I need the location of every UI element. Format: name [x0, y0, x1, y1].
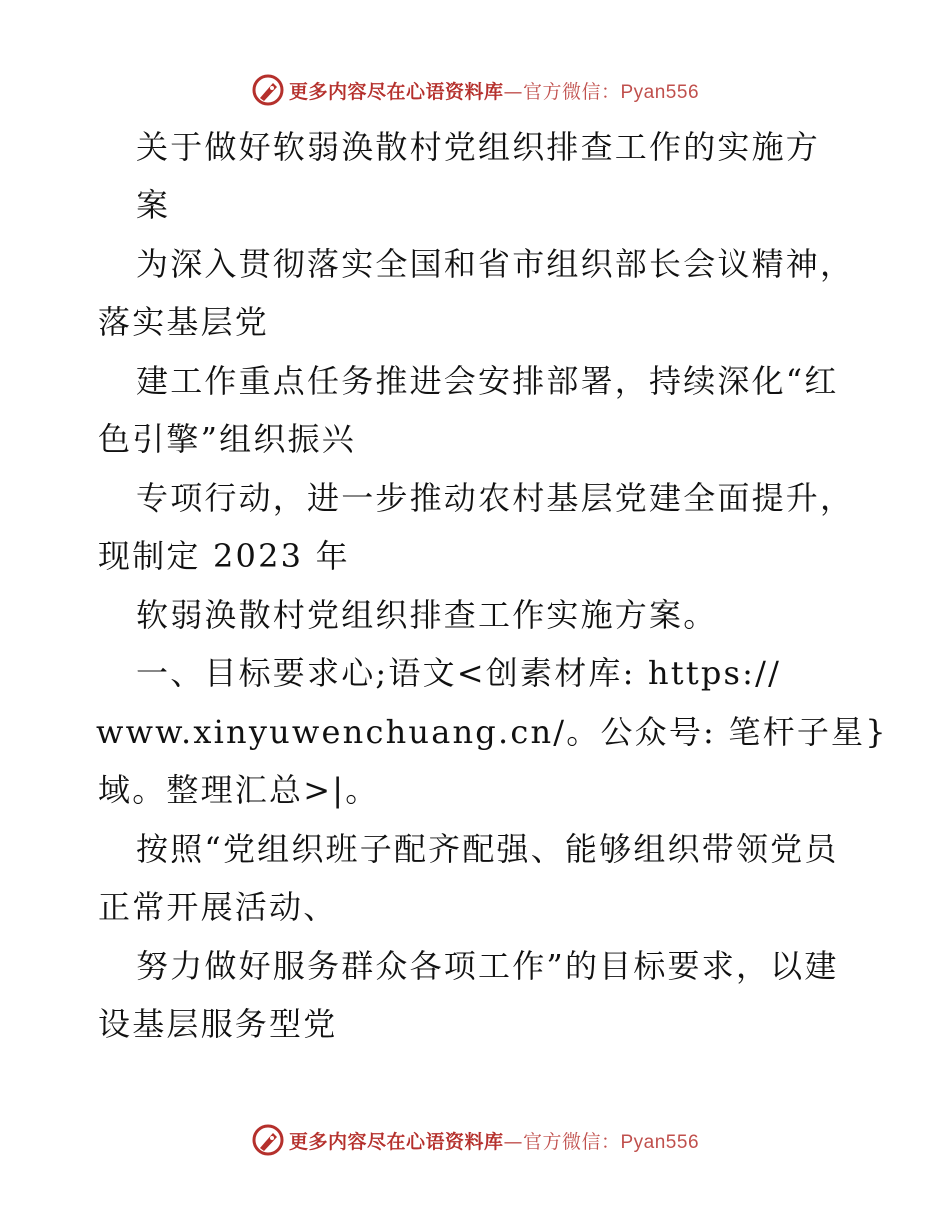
paragraph-line: 为深入贯彻落实全国和省市组织部长会议精神，: [136, 245, 855, 283]
banner-dash: —: [503, 80, 523, 103]
banner-account: Pyan556: [620, 1131, 700, 1153]
paragraph-line: 现制定 2023 年: [98, 537, 350, 575]
footer-banner: [0, 1120, 950, 1160]
paragraph-line: 专项行动，进一步推动农村基层党建全面提升，: [136, 479, 855, 517]
paragraph-line: 落实基层党: [98, 303, 270, 341]
banner-text: [289, 77, 699, 104]
paragraph-line: 设基层服务型党: [98, 1005, 338, 1043]
paragraph-line: 正常开展活动、: [98, 888, 338, 926]
pen-nib-logo-icon: [251, 73, 285, 107]
banner-account: Pyan556: [620, 81, 700, 103]
banner-lead: 更多内容尽在心语资料库: [288, 80, 504, 103]
banner-dash: —: [503, 1130, 523, 1153]
header-banner: [0, 70, 950, 110]
paragraph-line: 软弱涣散村党组织排查工作实施方案。: [136, 596, 718, 634]
banner-wechat-label: 官方微信：: [522, 80, 621, 103]
doc-title-line: 关于做好软弱涣散村党组织排查工作的实施方: [136, 128, 821, 166]
paragraph-line: 按照“党组织班子配齐配强、能够组织带领党员: [136, 830, 839, 868]
paragraph-line: 色引擎”组织振兴: [98, 420, 356, 458]
paragraph-line: 努力做好服务群众各项工作”的目标要求，以建: [136, 947, 839, 985]
paragraph-line: 域。整理汇总>|。: [98, 771, 380, 809]
paragraph-line: 建工作重点任务推进会安排部署，持续深化“红: [136, 362, 839, 400]
banner-wechat-label: 官方微信：: [522, 1130, 621, 1153]
pen-nib-logo-icon: [251, 1123, 285, 1157]
doc-title-line: 案: [136, 186, 171, 224]
paragraph-line: www.xinyuwenchuang.cn/。公众号: 笔杆子星}: [96, 713, 888, 751]
banner-lead: 更多内容尽在心语资料库: [288, 1130, 504, 1153]
banner-text: [289, 1127, 699, 1154]
section-heading-line: 一、目标要求心;语文<创素材库: https://: [136, 654, 782, 692]
